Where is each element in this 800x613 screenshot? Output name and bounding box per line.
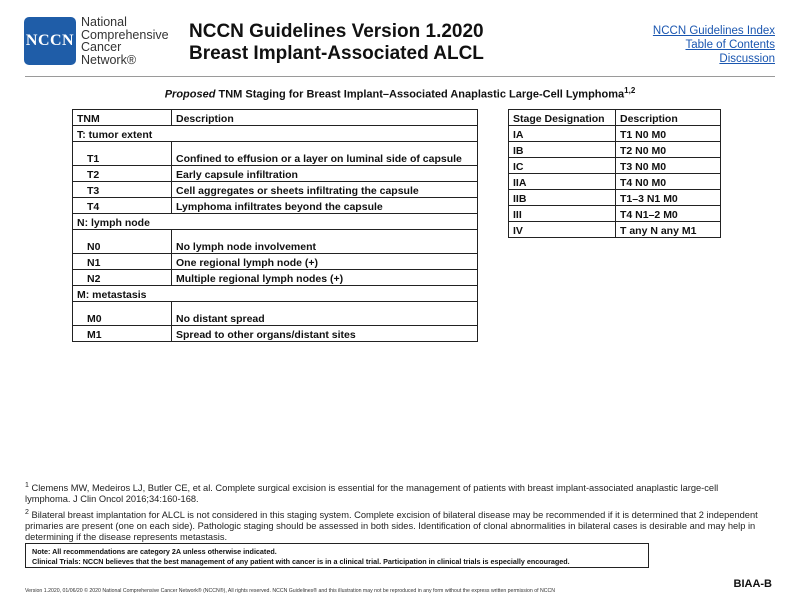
discussion-link[interactable]: Discussion [719,53,775,65]
table-row [509,158,721,174]
tnm-description-cell: No distant spread [172,302,478,326]
table-row [73,142,478,166]
stage-designation-cell: IB [509,142,616,158]
org-line: Network® [81,52,137,67]
stage-description-cell: T3 N0 M0 [616,158,721,174]
nccn-logo: NCCN [24,17,76,65]
category-note: Note: All recommendations are category 2A unless otherwise indicated. [32,547,277,556]
table-of-contents-link[interactable]: Table of Contents [685,39,775,51]
org-line: National [81,15,127,29]
org-line: Cancer [81,40,122,54]
guidelines-index-link[interactable]: NCCN Guidelines Index [652,25,775,37]
staging-title-text: TNM Staging for Breast Implant–Associated Anaplastic Large-Cell Lymphoma [215,88,625,101]
table-row [73,230,478,254]
tnm-code-cell: N2 [73,270,172,286]
tnm-code-cell: T2 [73,166,172,182]
footnote-text: Bilateral breast implantation for ALCL is not considered in this staging system. Complete excision of bilateral disease may be recommended if it is determined that 2 independent primaries are present (one on each side). Pathologic staging should be assessed in both sides. Identification of clonal abnormalities in bilateral cases is desirable and may help in determining if the disease represents metastasis. [25,509,758,543]
tnm-group-row [73,286,478,302]
table-row [73,182,478,198]
tnm-description-cell: Lymphoma infiltrates beyond the capsule [172,198,478,214]
table-row [73,270,478,286]
organization-name [81,16,186,66]
footnote-number: 2 [25,508,29,516]
clinical-trials-note: Clinical Trials: NCCN believes that the best management of any patient with cancer is in a clinical trial. Participation in clinical trials is especially encouraged. [32,557,570,566]
footnote [25,480,760,506]
tnm-group-row [73,214,478,230]
stage-description-cell: T4 N0 M0 [616,174,721,190]
tnm-description-cell: Confined to effusion or a layer on luminal side of capsule [172,142,478,166]
stage-designation-cell: IA [509,126,616,142]
guideline-version-title: NCCN Guidelines Version 1.2020 [189,21,484,42]
table-row [73,326,478,342]
table-row [509,126,721,142]
tnm-code-cell: T4 [73,198,172,214]
stage-description-cell: T1 N0 M0 [616,126,721,142]
table-row [509,190,721,206]
table-row [509,174,721,190]
tnm-code-cell: M0 [73,302,172,326]
tnm-description-cell: Multiple regional lymph nodes (+) [172,270,478,286]
stage-description-cell: T1–3 N1 M0 [616,190,721,206]
tnm-table-body [73,126,478,342]
stage-table [508,109,721,238]
tnm-code-cell: M1 [73,326,172,342]
table-row [73,302,478,326]
stage-designation-cell: IIA [509,174,616,190]
staging-title-footnote-ref: 1,2 [624,86,636,95]
footnotes [25,480,760,545]
tnm-group-label: M: metastasis [73,286,478,302]
header-divider [25,76,775,77]
tnm-group-label: T: tumor extent [73,126,478,142]
tnm-description-cell: No lymph node involvement [172,230,478,254]
table-row [509,142,721,158]
stage-description-cell: T4 N1–2 M0 [616,206,721,222]
tnm-description-cell: Early capsule infiltration [172,166,478,182]
tnm-code-cell: N0 [73,230,172,254]
copyright-version-line: Version 1.2020, 01/06/20 © 2020 National Comprehensive Cancer Network® (NCCN®), All rights reserved. NCCN Guidelines® and this illustration may not be reproduced in any form without the express written permission of NCCN [25,588,555,594]
column-header: Description [172,110,478,126]
tnm-group-label: N: lymph node [73,214,478,230]
tnm-table [72,109,478,342]
stage-description-cell: T any N any M1 [616,222,721,238]
table-header-row [509,110,721,126]
tnm-description-cell: Cell aggregates or sheets infiltrating the capsule [172,182,478,198]
recommendation-note-box [25,543,649,568]
tnm-code-cell: T3 [73,182,172,198]
staging-title-italic: Proposed [164,88,216,101]
tnm-description-cell: One regional lymph node (+) [172,254,478,270]
footnote-text: Clemens MW, Medeiros LJ, Butler CE, et al. Complete surgical excision is essential for the management of patients with breast implant-associated anaplastic large-cell lymphoma. J Clin Oncol 2016;34:160-168. [25,483,719,505]
tnm-description-cell: Spread to other organs/distant sites [172,326,478,342]
tnm-group-row [73,126,478,142]
navigation-links [653,24,775,66]
column-header: Stage Designation [509,110,616,126]
column-header: Description [616,110,721,126]
tnm-code-cell: N1 [73,254,172,270]
stage-designation-cell: IC [509,158,616,174]
table-row [509,222,721,238]
table-row [509,206,721,222]
guideline-topic-title: Breast Implant-Associated ALCL [189,43,484,64]
column-header: TNM [73,110,172,126]
footnote-number: 1 [25,482,29,489]
tnm-code-cell: T1 [73,142,172,166]
table-row [73,254,478,270]
stage-description-cell: T2 N0 M0 [616,142,721,158]
staging-table-title [0,86,800,101]
table-row [73,198,478,214]
stage-designation-cell: III [509,206,616,222]
footnote [25,507,760,544]
page-title [189,21,484,65]
page-code: BIAA-B [733,578,772,590]
stage-table-body [509,126,721,238]
table-header-row [73,110,478,126]
org-line: Comprehensive [81,27,169,42]
stage-designation-cell: IIB [509,190,616,206]
stage-designation-cell: IV [509,222,616,238]
table-row [73,166,478,182]
